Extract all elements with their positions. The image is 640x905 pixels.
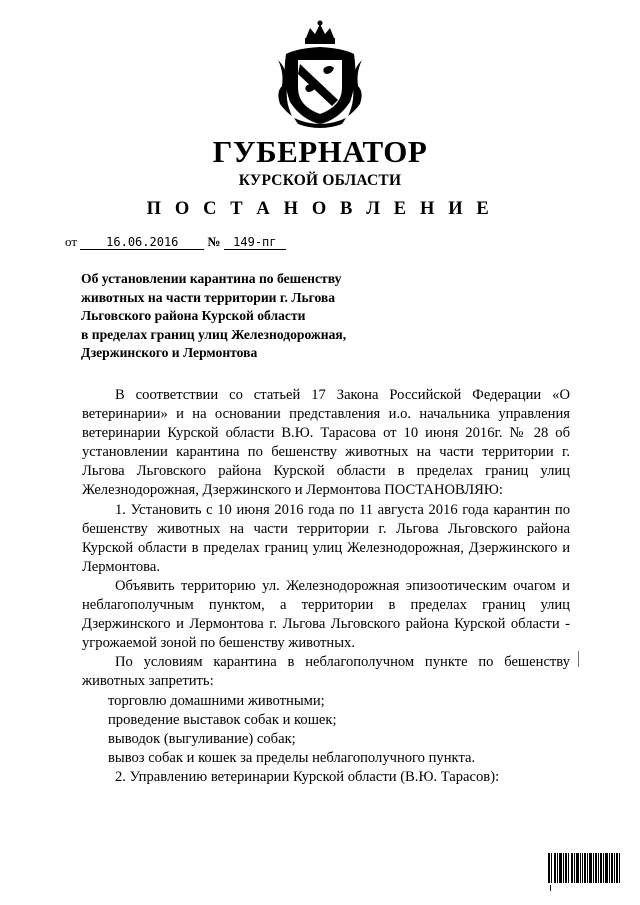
barcode-icon (548, 853, 622, 891)
list-item: выводок (выгуливание) собак; (108, 730, 296, 747)
document-type: П О С Т А Н О В Л Е Н И Е (146, 199, 494, 219)
body-paragraph-3: По условиям карантина в неблагополучном пункте по бешенству животных запретить: (82, 654, 570, 690)
body-paragraph-2: Объявить территорию ул. Железнодорожная эпизоотическим очагом и неблагополучным пунктом, а территории в пределах границ улиц Дзержинского и Лермонтова г. Льгова Льговского района Курской области - угрожаемой зоной по бешенству животных. (82, 577, 570, 652)
date-label: от (65, 234, 78, 249)
document-body (82, 386, 570, 787)
coat-of-arms-icon (272, 20, 368, 128)
list-item: вывоз собак и кошек за пределы неблагополучного пункта. (108, 749, 476, 766)
body-paragraph-1: 1. Установить с 10 июня 2016 года по 11 августа 2016 года карантин по бешенству животных на части территории г. Льгова Льговского района Курской области в пределах границ улиц Железнодорожная, Дзержинского и Лермонтова. (82, 501, 570, 575)
subject-line: в пределах границ улиц Железнодорожная, (81, 326, 347, 342)
subject-line: Дзержинского и Лермонтова (81, 345, 258, 361)
subject-line: Льговского района Курской области (81, 308, 306, 324)
list-item: торговлю домашними животными; (108, 692, 325, 709)
date-number-line (65, 234, 286, 250)
subject-line: Об установлении карантина по бешенству (81, 271, 342, 286)
list-item: проведение выставок собак и кошек; (108, 711, 337, 728)
page-title: ГУБЕРНАТОР (212, 134, 428, 169)
number-label: № (207, 234, 221, 249)
scan-mark (578, 651, 579, 667)
body-paragraph-4: 2. Управлению ветеринарии Курской области (В.Ю. Тарасов): (115, 768, 500, 785)
document-number: 149-пг (224, 235, 286, 250)
region-subtitle: КУРСКОЙ ОБЛАСТИ (238, 172, 402, 189)
document-date: 16.06.2016 (80, 235, 204, 250)
body-paragraph-intro: В соответствии со статьей 17 Закона Российской Федерации «О ветеринарии» и на основании представления и.о. начальника управления ветеринарии Курской области В.Ю. Тарасова от 10 июня 2016г. № 28 об установлении карантина по бешенству животных на части территории г. Льгова Льговского района Курской области в пределах границ улиц Железнодорожная, Дзержинского и Лермонтова ПОСТАНОВЛЯЮ: (82, 387, 570, 499)
document-subject (81, 270, 441, 363)
subject-line: животных на части территории г. Льгова (81, 289, 336, 305)
